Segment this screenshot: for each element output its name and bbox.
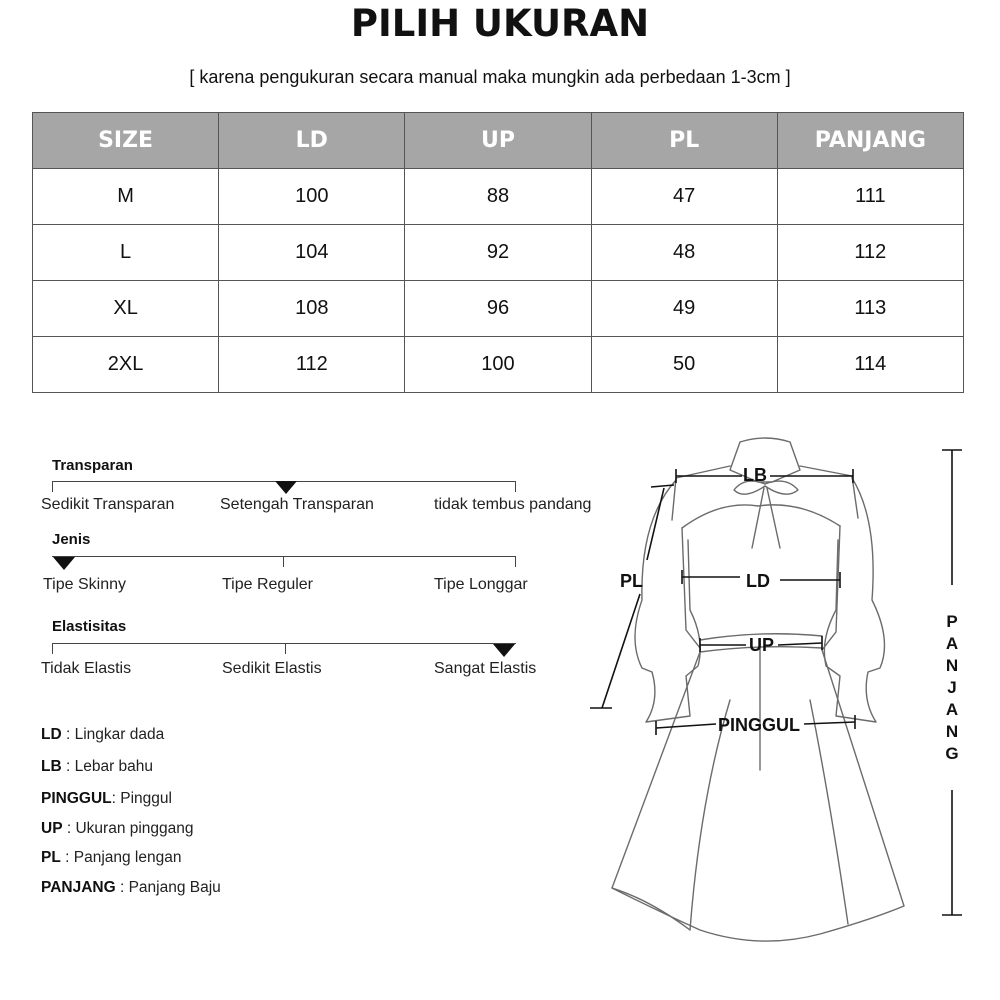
scale-option: Tipe Skinny — [43, 576, 126, 593]
scale-option: Tipe Reguler — [222, 576, 314, 593]
table-cell: 100 — [219, 169, 405, 225]
table-row — [33, 169, 964, 225]
legend-item-ld: LD : Lingkar dada — [41, 726, 165, 743]
table-header-row — [33, 113, 964, 169]
scale-option: Setengah Transparan — [220, 496, 374, 513]
scale-title: Transparan — [52, 457, 133, 474]
table-cell: 108 — [219, 281, 405, 337]
scale-title: Jenis — [52, 531, 91, 548]
table-row — [33, 225, 964, 281]
table-cell: M — [33, 169, 219, 225]
scale-line — [52, 643, 516, 644]
table-cell: 112 — [777, 225, 963, 281]
table-cell: 111 — [777, 169, 963, 225]
table-cell: 113 — [777, 281, 963, 337]
table-cell: 112 — [219, 337, 405, 393]
table-cell: 50 — [591, 337, 777, 393]
lb-label: LB — [743, 465, 767, 485]
scale-option: Sangat Elastis — [434, 660, 537, 677]
header-up: UP — [405, 113, 591, 169]
header-pl: PL — [591, 113, 777, 169]
header-ld: LD — [219, 113, 405, 169]
scale-option: Sedikit Elastis — [222, 660, 322, 677]
legend-item-pl: PL : Panjang lengan — [41, 849, 182, 866]
scale-tick — [515, 556, 516, 567]
pinggul-label: PINGGUL — [718, 715, 801, 735]
scale-option: Tidak Elastis — [41, 660, 132, 677]
panjang-letter: N — [945, 656, 959, 675]
scale-tick — [52, 481, 53, 492]
up-label: UP — [749, 635, 775, 655]
table-cell: L — [33, 225, 219, 281]
header-panjang: PANJANG — [777, 113, 963, 169]
scale-option: Tipe Longgar — [434, 576, 528, 593]
table-cell: XL — [33, 281, 219, 337]
panjang-letter: A — [945, 634, 959, 653]
table-cell: 100 — [405, 337, 591, 393]
measurement-note: [ karena pengukuran secara manual maka mungkin ada perbedaan 1-3cm ] — [189, 67, 791, 87]
header-size: SIZE — [33, 113, 219, 169]
pl-label: PL — [620, 571, 644, 591]
scale-tick — [283, 556, 284, 567]
legend-item-up: UP : Ukuran pinggang — [41, 820, 194, 837]
scale-tick — [515, 481, 516, 492]
table-row — [33, 337, 964, 393]
table-cell: 49 — [591, 281, 777, 337]
dress-outline-icon — [580, 420, 1000, 980]
panjang-letter: J — [947, 678, 957, 697]
table-cell: 114 — [777, 337, 963, 393]
table-cell: 88 — [405, 169, 591, 225]
selected-marker-icon — [493, 644, 515, 657]
legend-item-lb: LB : Lebar bahu — [41, 758, 154, 775]
panjang-letter: P — [946, 612, 958, 631]
table-cell: 92 — [405, 225, 591, 281]
table-cell: 104 — [219, 225, 405, 281]
selected-marker-icon — [275, 481, 297, 494]
table-row — [33, 281, 964, 337]
size-table — [32, 112, 964, 393]
panjang-letter: A — [945, 700, 959, 719]
scale-tick — [52, 643, 53, 654]
ld-label: LD — [746, 571, 770, 591]
page-title: PILIH UKURAN — [350, 2, 650, 45]
table-cell: 48 — [591, 225, 777, 281]
panjang-label — [945, 612, 958, 763]
table-cell: 2XL — [33, 337, 219, 393]
scale-option: tidak tembus pandang — [434, 496, 592, 513]
table-cell: 47 — [591, 169, 777, 225]
panjang-letter: N — [945, 722, 959, 741]
selected-marker-icon — [53, 557, 75, 570]
scale-title: Elastisitas — [52, 618, 127, 635]
table-cell: 96 — [405, 281, 591, 337]
scale-tick — [285, 643, 286, 654]
scale-line — [52, 556, 516, 557]
dress-drawing — [612, 438, 904, 941]
pl-measure-line — [590, 485, 674, 708]
panjang-letter: G — [945, 744, 959, 763]
legend-item-pinggul: PINGGUL: Pinggul — [41, 790, 172, 807]
scale-option: Sedikit Transparan — [41, 496, 175, 513]
legend-item-panjang: PANJANG : Panjang Baju — [41, 879, 221, 896]
